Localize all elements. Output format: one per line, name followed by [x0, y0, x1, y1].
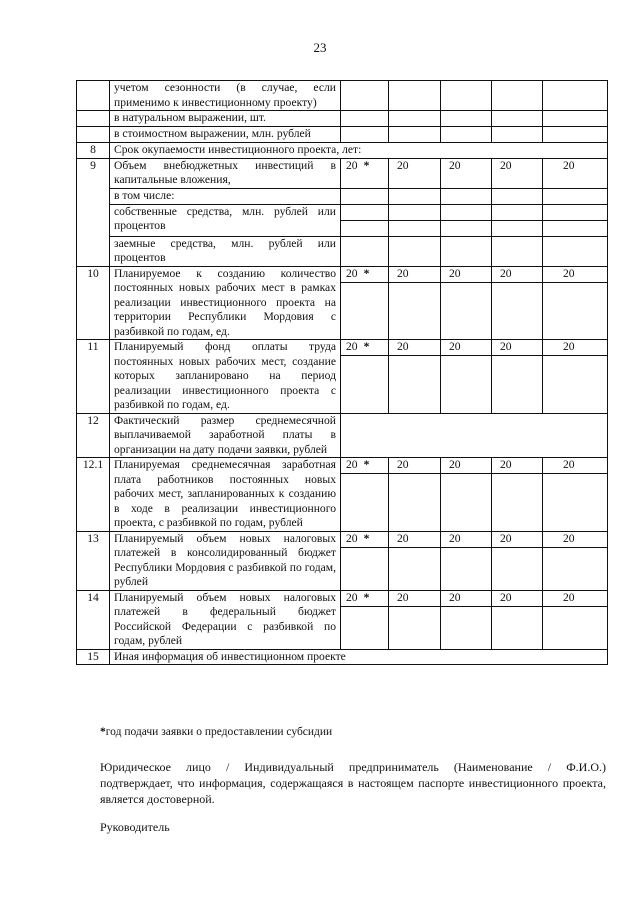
- year-cell: 20 *: [341, 266, 389, 282]
- table-row: [77, 340, 608, 356]
- row-description: Фактический размер среднемесячной выплачиваемой заработной платы в организации на дату подачи заявки, рублей: [110, 413, 341, 458]
- table-row: [77, 458, 608, 474]
- row-number: [77, 81, 110, 111]
- table-row: [77, 236, 608, 266]
- row-description: в том числе:: [110, 188, 341, 204]
- year-cell: 20: [389, 590, 441, 606]
- table-row: [77, 111, 608, 127]
- year-cell: 20 *: [341, 158, 389, 188]
- year-cell: 20: [543, 266, 608, 282]
- row-description: в натуральном выражении, шт.: [110, 111, 341, 127]
- table-row: [77, 81, 608, 111]
- table-row: [77, 127, 608, 143]
- table-row: [77, 266, 608, 282]
- year-cell: 20: [441, 340, 492, 356]
- table-row: [77, 649, 608, 665]
- year-cell: 20: [389, 340, 441, 356]
- year-cell: 20: [543, 458, 608, 474]
- row-number: 9: [77, 158, 110, 266]
- table-row: [77, 143, 608, 159]
- table-row: [77, 158, 608, 188]
- footnote-marker: *: [100, 726, 106, 738]
- year-cell: 20: [389, 158, 441, 188]
- row-number: 14: [77, 590, 110, 649]
- row-number: 10: [77, 266, 110, 340]
- year-cell: 20: [389, 266, 441, 282]
- row-description: собственные средства, млн. рублей или процентов: [110, 204, 341, 236]
- row-number: 11: [77, 340, 110, 414]
- table-row: [77, 204, 608, 220]
- statement-line-2: подтверждает, что информация, содержащаяся в настоящем паспорте инвестиционного проекта, является достоверной.: [100, 776, 606, 806]
- year-cell: 20: [492, 531, 543, 547]
- table-row: [77, 188, 608, 204]
- year-cell: 20: [492, 458, 543, 474]
- footnote: [100, 726, 332, 738]
- year-cell: 20 *: [341, 531, 389, 547]
- year-cell: 20 *: [341, 458, 389, 474]
- year-cell: 20: [492, 158, 543, 188]
- signature-label: Руководитель: [100, 820, 170, 834]
- row-description: Иная информация об инвестиционном проекте: [110, 649, 608, 665]
- year-cell: 20: [441, 158, 492, 188]
- year-cell: 20: [543, 590, 608, 606]
- statement-line-1: Юридическое лицо / Индивидуальный предприниматель (Наименование / Ф.И.О.): [100, 760, 606, 774]
- row-description: Планируемый объем новых налоговых платежей в консолидированный бюджет Республики Мордовия с разбивкой по годам, рублей: [110, 531, 341, 590]
- row-number: 13: [77, 531, 110, 590]
- year-cell: 20: [441, 531, 492, 547]
- row-description: учетом сезонности (в случае, если применимо к инвестиционному проекту): [110, 81, 341, 111]
- table-row: [77, 590, 608, 606]
- year-cell: 20: [441, 458, 492, 474]
- row-description: Срок окупаемости инвестиционного проекта, лет:: [110, 143, 608, 159]
- row-number: 15: [77, 649, 110, 665]
- row-description: заемные средства, млн. рублей или процентов: [110, 236, 341, 266]
- row-description: Планируемый фонд оплаты труда постоянных новых рабочих мест, создание которых запланировано на период реализации инвестиционного проекта с разбивкой по годам, ед.: [110, 340, 341, 414]
- confirmation-statement: [100, 759, 606, 807]
- footnote-text: год подачи заявки о предоставлении субсидии: [105, 726, 333, 738]
- table-row: [77, 413, 608, 458]
- year-cell: 20: [543, 531, 608, 547]
- year-cell: 20: [441, 590, 492, 606]
- row-description: в стоимостном выражении, млн. рублей: [110, 127, 341, 143]
- year-cell: 20: [492, 340, 543, 356]
- year-cell: 20: [543, 158, 608, 188]
- row-description: Объем внебюджетных инвестиций в капитальные вложения,: [110, 158, 341, 188]
- row-description: Планируемый объем новых налоговых платежей в федеральный бюджет Российской Федерации с разбивкой по годам, рублей: [110, 590, 341, 649]
- year-cell: 20: [543, 340, 608, 356]
- year-cell: 20: [492, 266, 543, 282]
- year-cell: 20: [441, 266, 492, 282]
- row-number: 12: [77, 413, 110, 458]
- year-cell: 20: [389, 531, 441, 547]
- row-description: Планируемое к созданию количество постоянных новых рабочих мест в рамках реализации инвестиционного проекта на территории Республики Мордовия с разбивкой по годам, ед.: [110, 266, 341, 340]
- row-number: 8: [77, 143, 110, 159]
- year-cell: 20 *: [341, 340, 389, 356]
- table-row: [77, 531, 608, 547]
- year-cell: 20: [492, 590, 543, 606]
- row-description: Планируемая среднемесячная заработная плата работников постоянных новых рабочих мест, запланированных к созданию в ходе в реализации инвестиционного проекта, с разбивкой по годам, рублей: [110, 458, 341, 532]
- page-number: 23: [313, 40, 327, 55]
- row-number: 12.1: [77, 458, 110, 532]
- investment-passport-table: [76, 80, 608, 665]
- year-cell: 20: [389, 458, 441, 474]
- year-cell: 20 *: [341, 590, 389, 606]
